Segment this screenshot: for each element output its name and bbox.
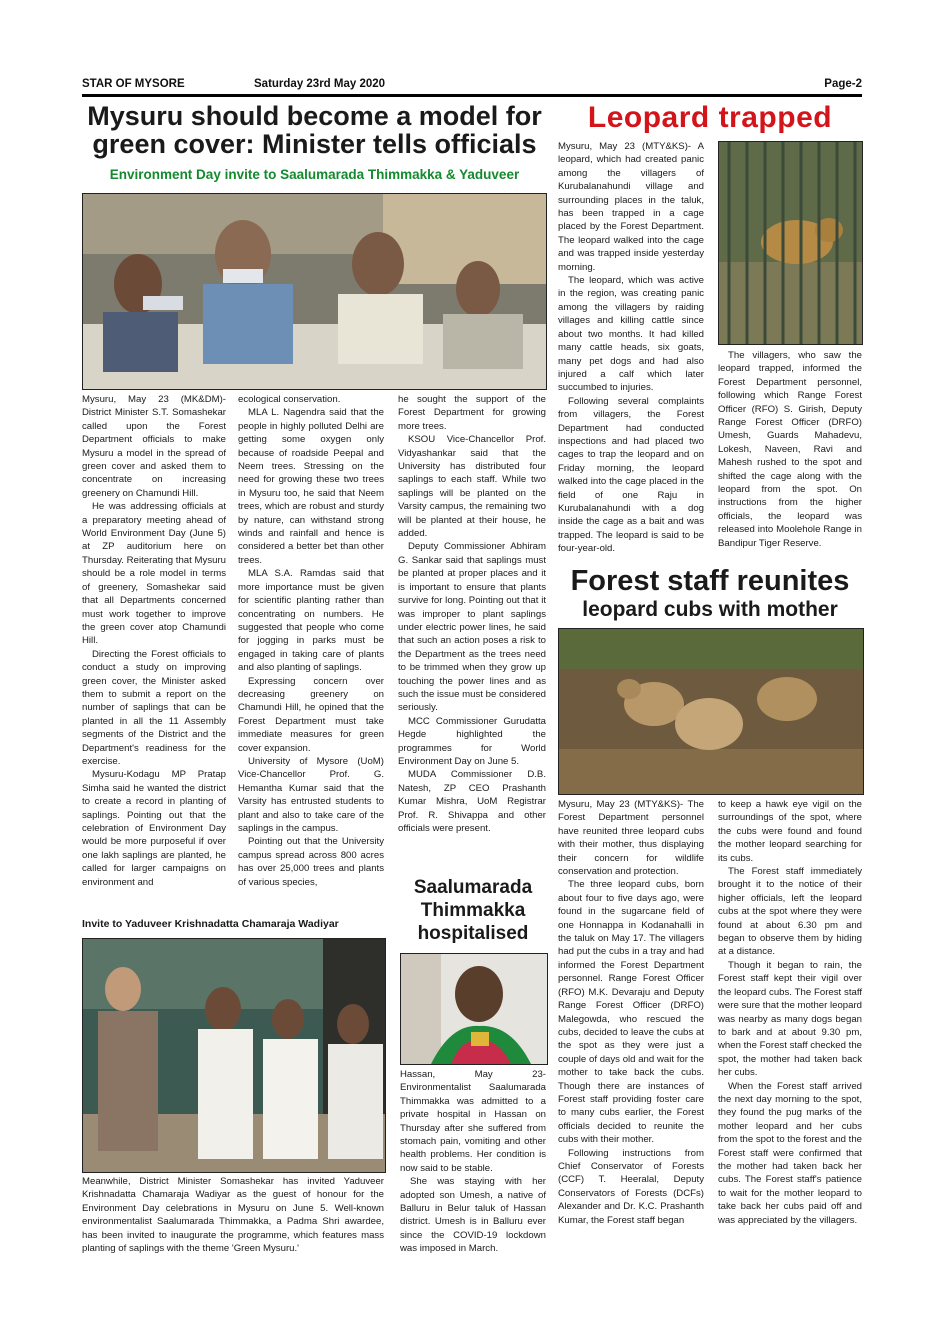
paragraph: Mysuru, May 23 (MTY&KS)- The Forest Department personnel have reunited three leopard cubs with their mother, thus displaying their concern for wildlife conservation and protection. [558, 799, 704, 878]
cubs-column-1 [558, 798, 704, 1227]
leopard-column-2 [718, 349, 862, 550]
paragraph: Directing the Forest officials to conduct a study on improving green cover, the Minister asked them to submit a report on the number of saplings that can be planted in all the 11 Assembly segments of the District and the Department's readiness for the exercise. [82, 648, 226, 767]
thimmakka-photo [400, 953, 548, 1065]
paragraph: Following several complaints from villagers, the Forest Department had conducted inspections and had placed two cages to trap the leopard and on Friday morning, the leopard walked into the cage placed in the field of one Raju in Kurubalanahundi with a dog inside the cage as a bait and was trapped. The leopard is said to be four-year-old. [558, 395, 704, 555]
invite-photo [82, 938, 386, 1173]
paragraph: MCC Commissioner Gurudatta Hegde highlighted the programmes for World Environment Day on June 5. [398, 715, 546, 767]
thimmakka-headline: Saalumarada Thimmakka hospitalised [413, 877, 533, 945]
story1-column-2 [238, 393, 384, 889]
paragraph: Expressing concern over decreasing greenery on Chamundi Hill, he opined that the Forest Department must take immediate measures for green cover expansion. [238, 675, 384, 754]
paragraph: The villagers, who saw the leopard trapped, informed the Forest Department personnel, following which Range Forest Officer (RFO) S. Girish, Deputy Range Forest Officer (DRFO) Umesh, Guards Mahadevu, Lokesh, Naveen, Ravi and Mahesh rushed to the spot and shifted the cage along with the leopard from the spot. On instructions from the higher officials, the leopard was released into Moolehole Range in Bandipur Tiger Reserve. [718, 350, 862, 549]
paragraph: Though it began to rain, the Forest staff kept their vigil over the leopard cubs. The Forest staff were sure that the mother leopard was nearby as many dogs began to bark and at about 9.30 pm, when the Forest staff checked the spot, the mother had taken back her cubs. [718, 959, 862, 1079]
paragraph: Following instructions from Chief Conservator of Forests (CCF) T. Heeralal, Deputy Conservators of Forests (DCFs) Alexander and Dr. K.C. Prashanth Kumar, the Forest staff began [558, 1147, 704, 1226]
cubs-subhead: leopard cubs with mother [582, 598, 838, 621]
thimmakka-text [400, 1068, 546, 1256]
paragraph: Deputy Commissioner Abhiram G. Sankar said that saplings must be planted at proper places and it is important to ensure that plants survive for long. Pointing out that it was improper to plant saplings under electric power lines, he said that such an action poses a risk to the Department as the trees need to be trimmed when they grow up touching the power lines and as such the issue must be considered seriously. [398, 541, 546, 714]
paragraph: Pointing out that the University campus spread across 800 acres has over 25,000 trees and plants of various species, [238, 836, 384, 888]
issue-date: Saturday 23rd May 2020 [254, 78, 386, 90]
story1-column-1 [82, 393, 226, 889]
paragraph: When the Forest staff arrived the next day morning to the spot, they found the pug marks of the mother leopard and her cubs from the spot to the forest and the Forest staff were confirmed that the mother had taken back her cubs. The Forest staff's patience to wait for the mother leopard to take back her cubs paid off and was appreciated by the villagers. [718, 1080, 862, 1226]
paragraph: MLA S.A. Ramdas said that more importance must be given for scientific planting rather than concentrating on numbers. He suggested that people who come for jogging in parks must be engaged in taking care of plants and also planting of saplings. [238, 568, 384, 674]
paragraph: Hassan, May 23- Environmentalist Saalumarada Thimmakka was admitted to a private hospital in Hassan on Thursday after she suffered from stomach pain, vomiting and other health problems. Her condition is now said to be stable. [400, 1069, 546, 1174]
paper-name: STAR OF MYSORE [82, 78, 185, 90]
paragraph: Mysuru, May 23 (MK&DM)- District Minister S.T. Somashekar called upon the Forest Department officials to make Mysuru a model in the spread of green cover and asked them to concentrate on increasing greenery on Chamundi Hill. [82, 394, 226, 499]
paragraph: MLA L. Nagendra said that the people in highly polluted Delhi are getting some oxygen only because of roadside Peepal and Neem trees. Stressing on the need for growing these two trees in Mysuru too, he said that Neem trees, which are robust and sturdy by nature, can withstand strong winds and rainfall and hence is considered a better bet than other trees. [238, 407, 384, 566]
story1-column-3 [398, 393, 546, 835]
paragraph: He was addressing officials at a preparatory meeting ahead of World Environment Day (June 5) at ZP auditorium here on Thursday. Reiterating that Mysuru should be a role model in terms of greenery, Somashekar said that all Departments concerned must work together to improve the green cover atop Chamundi Hill. [82, 501, 226, 647]
paragraph: She was staying with her adopted son Umesh, a native of Balluru in Belur taluk of Hassan district. Umesh is in Balluru ever since the COVID-19 lockdown was imposed in March. [400, 1176, 546, 1255]
cubs-headline: Forest staff reunites [570, 565, 850, 597]
invite-caption: Invite to Yaduveer Krishnadatta Chamaraja Wadiyar [82, 918, 339, 930]
invite-text [82, 1175, 384, 1255]
page-number: Page-2 [824, 78, 862, 90]
trapped-leopard-photo [718, 141, 863, 345]
paragraph: he sought the support of the Forest Department for growing more trees. [398, 394, 546, 432]
paragraph: KSOU Vice-Chancellor Prof. Vidyashankar said that the University has distributed four saplings to each staff. While two saplings will be planted on the Varsity campus, the remaining two will be planted at their house, he added. [398, 434, 546, 540]
cubs-column-2 [718, 798, 862, 1227]
header-rule [82, 94, 862, 97]
paragraph: The leopard, which was active in the region, was creating panic among the villagers by raiding villages and killing cattle since about two months. It had killed many cattle heads, six goats, many pet dogs and had also injured a calf which later succumbed to injuries. [558, 275, 704, 394]
page-header [82, 78, 862, 92]
paragraph: ecological conservation. [238, 394, 341, 405]
paragraph: to keep a hawk eye vigil on the surroundings of the spot, where the cubs were found and found the mother leopard searching for its cubs. [718, 799, 862, 864]
paragraph: The Forest staff immediately brought it to the notice of their higher officials, left the leopard cubs at the spot where they were found at about 6.30 pm and began to observe them by hiding at a distance. [718, 866, 862, 958]
story1-headline: Mysuru should become a model for green cover: Minister tells officials [87, 101, 542, 160]
paragraph: MUDA Commissioner D.B. Natesh, ZP CEO Prashanth Kumar Mishra, UoM Registrar Prof. R. Shivappa and other officials were present. [398, 769, 546, 834]
meeting-photo [82, 193, 547, 390]
paragraph: Mysuru-Kodagu MP Pratap Simha said he wanted the district to create a record in planting of saplings. Pointing out that the celebration of Environment Day would be more purposeful if over one lakh saplings are planted, he called for larger campaigns on environment and [82, 769, 226, 888]
paragraph: University of Mysore (UoM) Vice-Chancellor Prof. G. Hemantha Kumar said that the Varsity has entrusted students to plant and also to take care of the saplings in the campus. [238, 755, 384, 834]
paragraph: Meanwhile, District Minister Somashekar has invited Yaduveer Krishnadatta Chamaraja Wadiyar as the guest of honour for the Environment Day celebrations in Mysuru on June 5. Well-known environmentalist Saalumarada Thimmakka, a Padma Shri awardee, has been invited to inaugurate the programme, which features mass planting of saplings with the theme 'Green Mysuru.' [82, 1176, 384, 1255]
leopard-headline: Leopard trapped [587, 101, 833, 134]
paragraph: The three leopard cubs, born about four to five days ago, were found in the sugarcane field of one Honnappa in Kodanahalli in the taluk on May 17. The villagers had put the cubs in a tray and had informed the Forest Department personnel. Range Forest Officer (RFO) M.K. Devaraju and Deputy Range Forest Officer (DRFO) Malegowda, who rescued the cubs, decided to leave the cubs at the spot as they were just a couple of days old and wait for the mother to take back the cubs. Though there are instances of Forest staff providing foster care to many cubs earlier, the Forest officials decided to reunite the cubs with their mother. [558, 879, 704, 1146]
story1-subhead: Environment Day invite to Saalumarada Thimmakka & Yaduveer [109, 167, 520, 182]
paragraph: Mysuru, May 23 (MTY&KS)- A leopard, which had created panic among the villagers of Kurubalanahundi village and surrounding places in the taluk, has been trapped in a cage placed by the Forest Department. The leopard walked into the cage and was trapped inside yesterday morning. [558, 141, 704, 273]
leopard-cubs-photo [558, 628, 864, 795]
leopard-column-1 [558, 140, 704, 556]
